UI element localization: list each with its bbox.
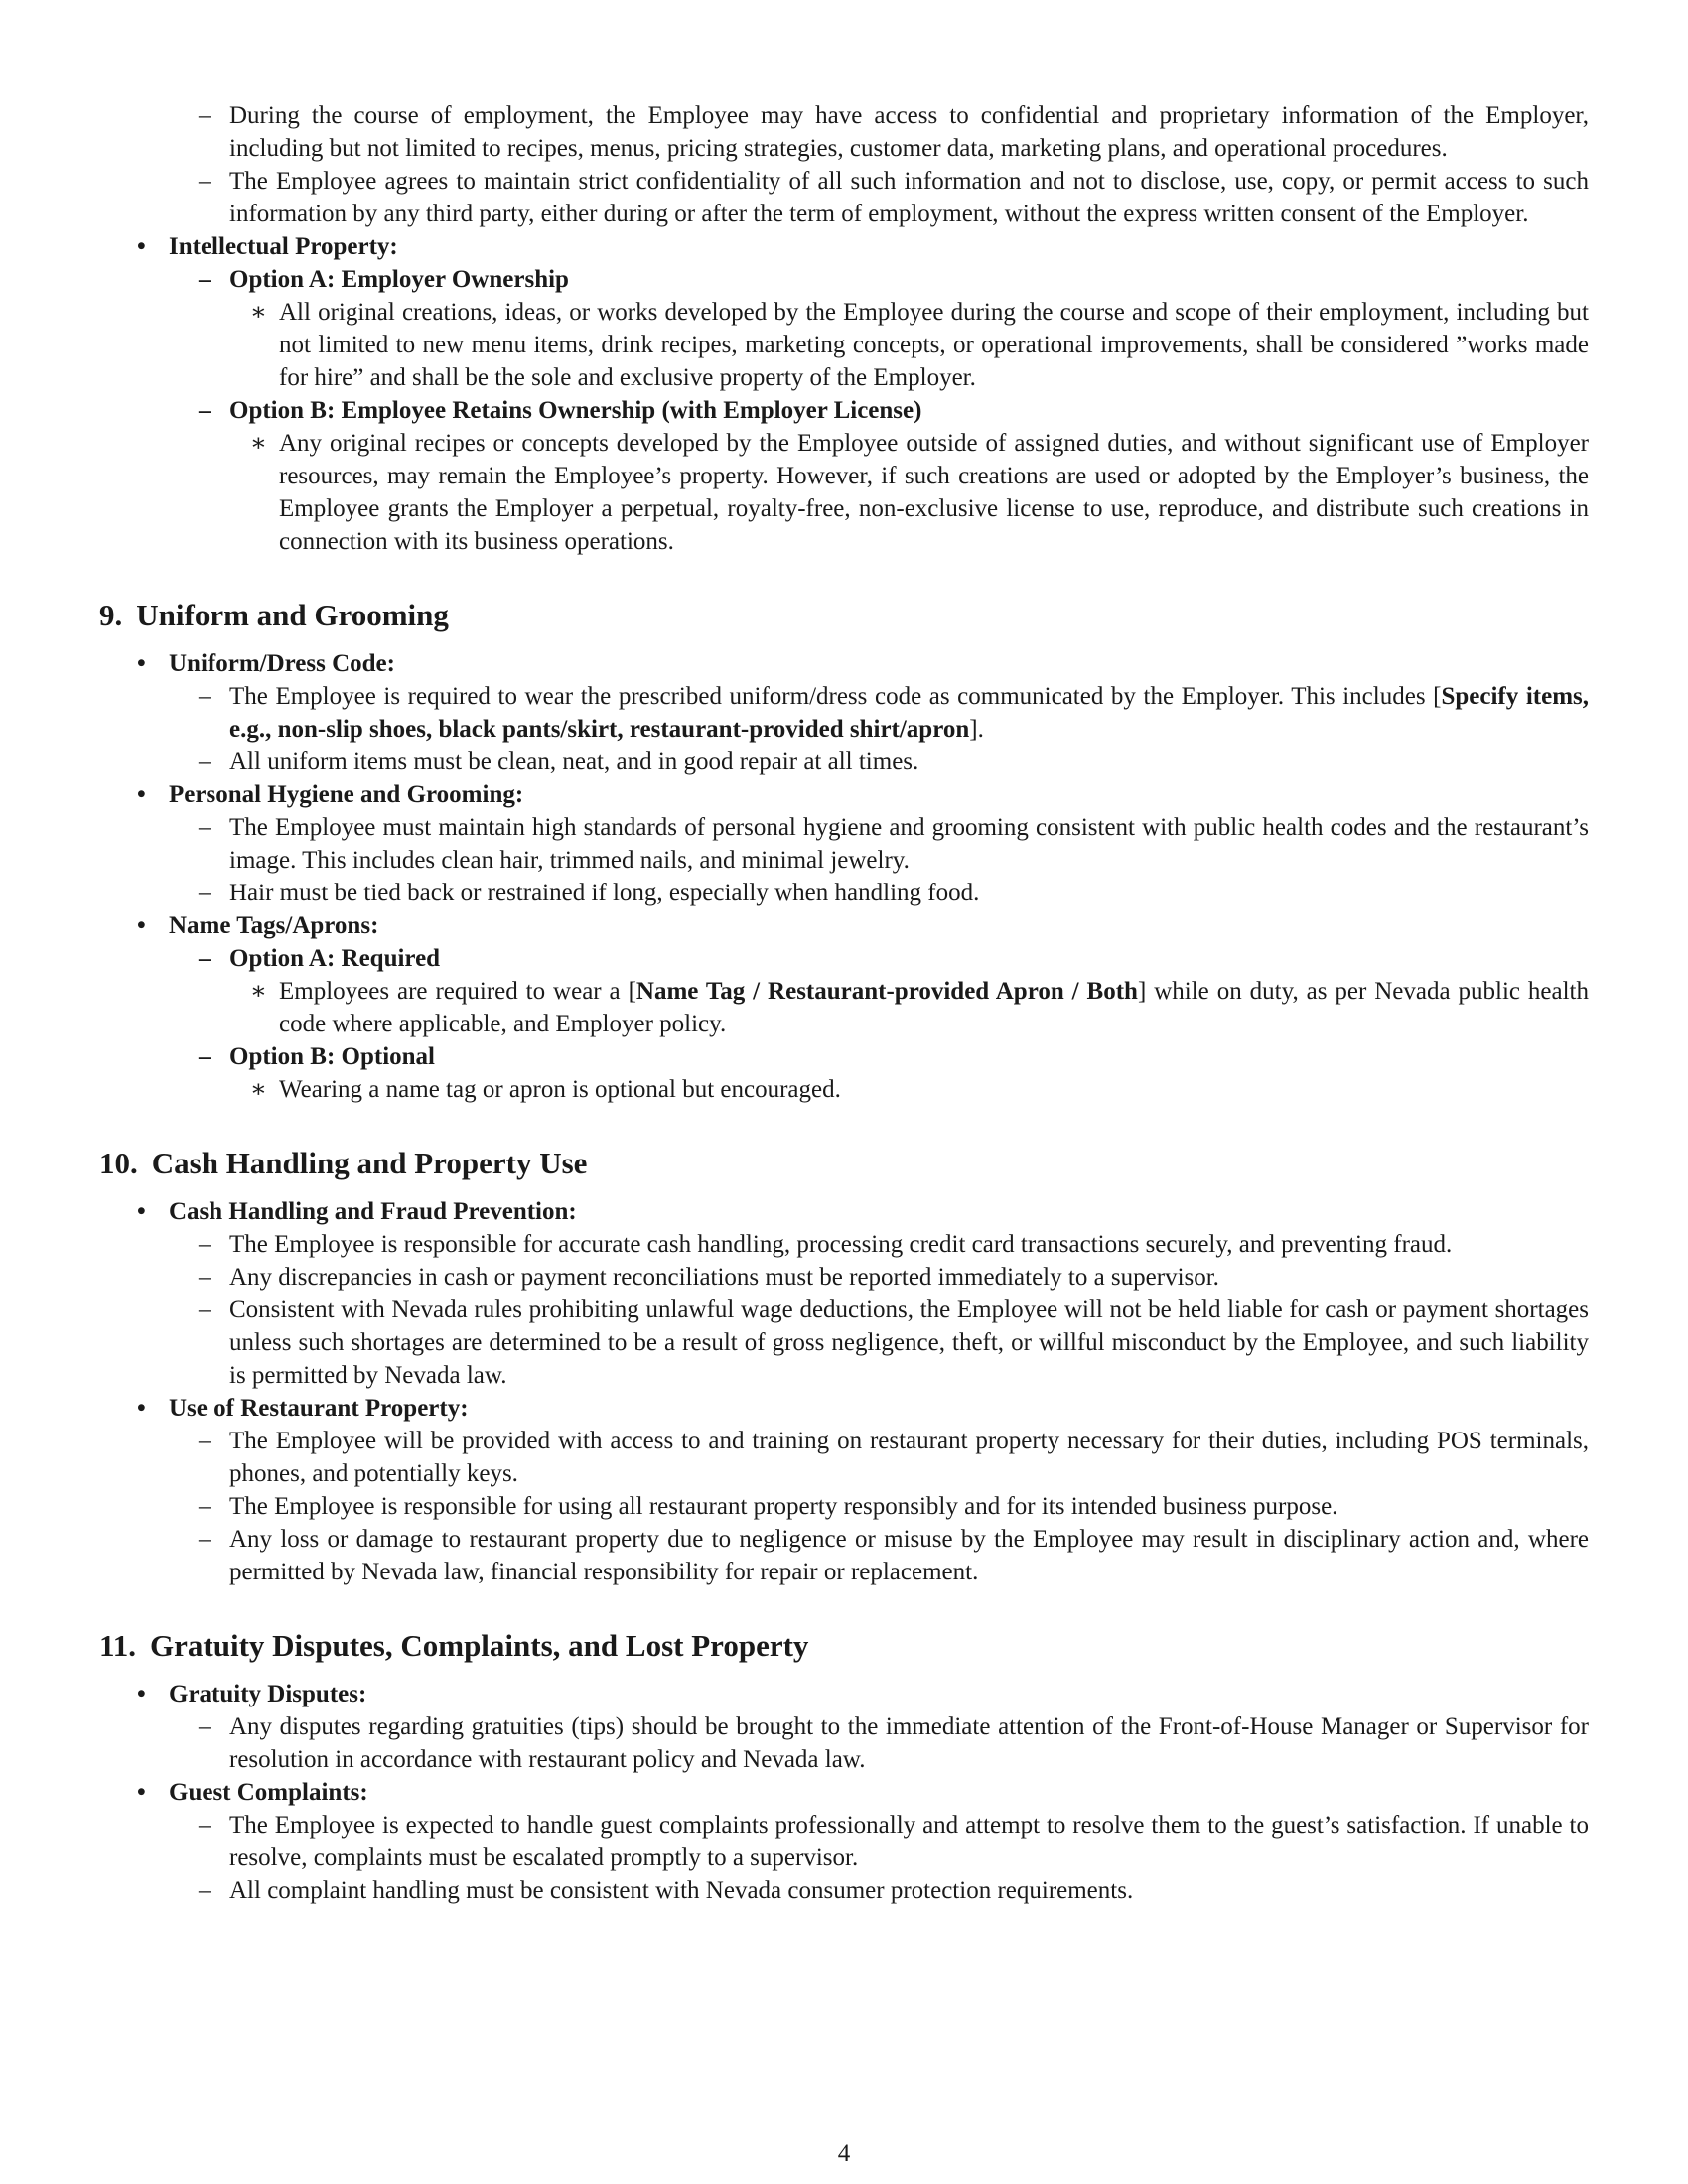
nametag-heading: • Name Tags/Aprons: xyxy=(99,909,1589,942)
property-item-1: – The Employee will be provided with access to and training on restaurant property necessary for their duties, including POS terminals, phones, and potentially keys. xyxy=(99,1425,1589,1490)
uniform-item-1 xyxy=(99,680,1589,746)
complaints-item-2: – All complaint handling must be consistent with Nevada consumer protection requirements. xyxy=(99,1874,1589,1907)
confidentiality-item-2: – The Employee agrees to maintain strict confidentiality of all such information and not to disclose, use, copy, or permit access to such information by any third party, either during or after the term of employment, without the express written consent of the Employer. xyxy=(99,165,1589,230)
property-heading: • Use of Restaurant Property: xyxy=(99,1392,1589,1425)
nametag-option-a-text xyxy=(99,975,1589,1040)
section-10-heading xyxy=(99,1144,1589,1183)
complaints-heading: • Guest Complaints: xyxy=(99,1776,1589,1809)
nametag-option-a-pre: Employees are required to wear a [ xyxy=(279,978,636,1005)
gratuity-item: – Any disputes regarding gratuities (tips) should be brought to the immediate attention of the Front-of-House Manager or Supervisor for resolution in accordance with restaurant policy and Nevada law. xyxy=(99,1710,1589,1776)
ip-option-b-heading: – Option B: Employee Retains Ownership (with Employer License) xyxy=(99,394,1589,427)
hygiene-item-1: – The Employee must maintain high standards of personal hygiene and grooming consistent with public health codes and the restaurant’s image. This includes clean hair, trimmed nails, and minimal jewelry. xyxy=(99,811,1589,877)
section-9-heading xyxy=(99,596,1589,635)
section-9-number: 9. xyxy=(99,598,123,632)
page-number: 4 xyxy=(837,2140,851,2167)
ip-option-b-text: ∗ Any original recipes or concepts developed by the Employee outside of assigned duties, and without significant use of Employer resources, may remain the Employee’s property. However, if such creations are used or adopted by the Employer’s business, the Employee grants the Employer a perpetual, royalty-free, non-exclusive license to use, reproduce, and distribute such creations in connection with its business operations. xyxy=(99,427,1589,558)
hygiene-item-2: – Hair must be tied back or restrained if long, especially when handling food. xyxy=(99,877,1589,909)
document-body xyxy=(99,99,1589,1907)
section-11-title: Gratuity Disputes, Complaints, and Lost Property xyxy=(150,1628,809,1663)
property-item-2: – The Employee is responsible for using all restaurant property responsibly and for its intended business purpose. xyxy=(99,1490,1589,1523)
property-item-3: – Any loss or damage to restaurant property due to negligence or misuse by the Employee may result in disciplinary action and, where permitted by Nevada law, financial responsibility for repair or replacement. xyxy=(99,1523,1589,1588)
cash-item-2: – Any discrepancies in cash or payment reconciliations must be reported immediately to a supervisor. xyxy=(99,1261,1589,1294)
nametag-option-b-text: ∗ Wearing a name tag or apron is optional but encouraged. xyxy=(99,1073,1589,1106)
uniform-item-1-post: ]. xyxy=(969,716,984,743)
nametag-option-a-bold: Name Tag / Restaurant-provided Apron / Both xyxy=(635,978,1138,1005)
nametag-option-a-post: ] while on duty, as per Nevada public health code where applicable, and Employer policy. xyxy=(279,978,1589,1037)
uniform-item-2: – All uniform items must be clean, neat, and in good repair at all times. xyxy=(99,746,1589,778)
section-11-heading xyxy=(99,1626,1589,1666)
section-9-title: Uniform and Grooming xyxy=(136,598,449,632)
nametag-option-b-heading: – Option B: Optional xyxy=(99,1040,1589,1073)
complaints-item-1: – The Employee is expected to handle guest complaints professionally and attempt to resolve them to the guest’s satisfaction. If unable to resolve, complaints must be escalated promptly to a supervisor. xyxy=(99,1809,1589,1874)
cash-heading: • Cash Handling and Fraud Prevention: xyxy=(99,1195,1589,1228)
nametag-option-a-heading: – Option A: Required xyxy=(99,942,1589,975)
ip-heading: • Intellectual Property: xyxy=(99,230,1589,263)
section-11-number: 11. xyxy=(99,1628,137,1663)
section-10-title: Cash Handling and Property Use xyxy=(151,1146,588,1180)
uniform-heading: • Uniform/Dress Code: xyxy=(99,647,1589,680)
cash-item-3: – Consistent with Nevada rules prohibiting unlawful wage deductions, the Employee will not be held liable for cash or payment shortages unless such shortages are determined to be a result of gross negligence, theft, or willful misconduct by the Employee, and such liability is permitted by Nevada law. xyxy=(99,1294,1589,1392)
ip-option-a-text: ∗ All original creations, ideas, or works developed by the Employee during the course and scope of their employment, including but not limited to new menu items, drink recipes, marketing concepts, or operational improvements, shall be considered ”works made for hire” and shall be the sole and exclusive property of the Employer. xyxy=(99,296,1589,394)
gratuity-heading: • Gratuity Disputes: xyxy=(99,1678,1589,1710)
hygiene-heading: • Personal Hygiene and Grooming: xyxy=(99,778,1589,811)
cash-item-1: – The Employee is responsible for accurate cash handling, processing credit card transactions securely, and preventing fraud. xyxy=(99,1228,1589,1261)
section-10-number: 10. xyxy=(99,1146,138,1180)
uniform-item-1-bold: Specify items, e.g., non-slip shoes, black pants/skirt, restaurant-provided shirt/apron xyxy=(229,683,1589,743)
uniform-item-1-pre: The Employee is required to wear the prescribed uniform/dress code as communicated by the Employer. This includes [ xyxy=(229,683,1442,710)
ip-option-a-heading: – Option A: Employer Ownership xyxy=(99,263,1589,296)
confidentiality-item-1: – During the course of employment, the Employee may have access to confidential and proprietary information of the Employer, including but not limited to recipes, menus, pricing strategies, customer data, marketing plans, and operational procedures. xyxy=(99,99,1589,165)
